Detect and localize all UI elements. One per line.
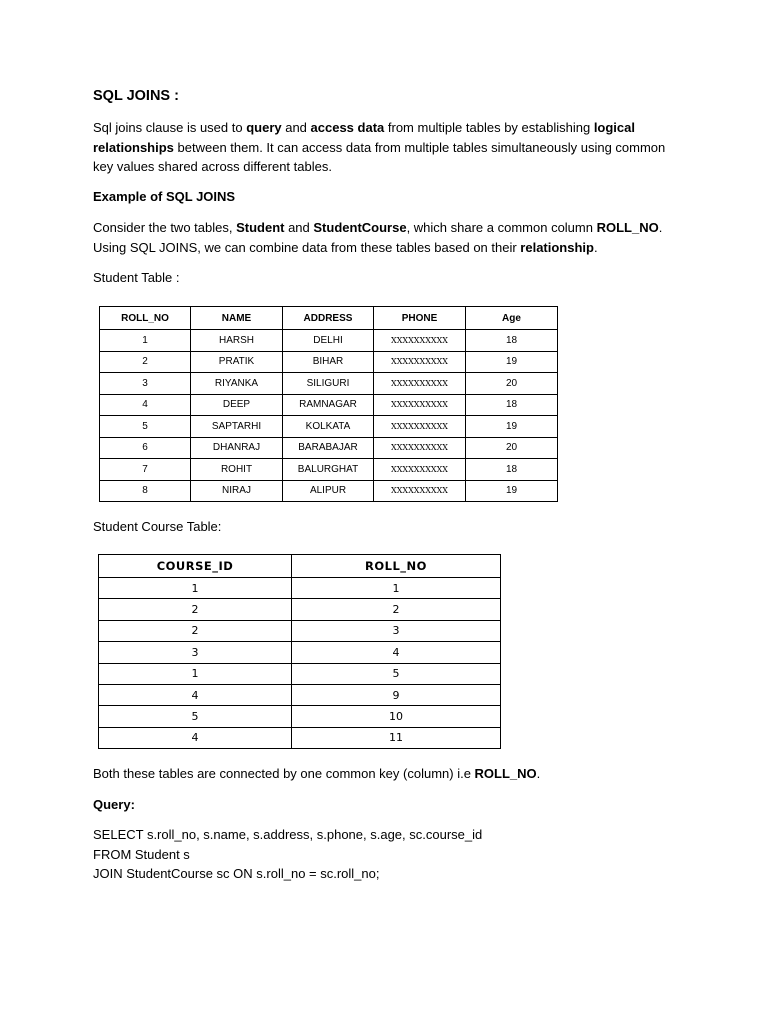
intro-text: and [281,120,311,135]
consider-text: . [593,239,598,255]
table-cell: 9 [292,684,501,705]
consider-paragraph [93,218,683,257]
course-table-header-row [99,555,501,578]
table-cell: 3 [292,620,501,641]
table-row [100,330,558,352]
consider-text: Consider the two tables, [93,220,237,235]
column-header: ROLL_NO [100,307,191,330]
table-row [100,416,558,438]
table-cell: 4 [99,727,292,748]
table-cell: 5 [99,706,292,727]
table-cell: DHANRAJ [191,437,283,459]
table-cell: 1 [292,578,501,599]
table-cell: 2 [292,599,501,620]
table-cell: 19 [466,480,558,502]
table-cell: 1 [99,578,292,599]
table-cell: 20 [466,373,558,395]
student-table [99,306,558,502]
table-cell: BALURGHAT [283,459,374,481]
query-line: FROM Student s [93,846,190,862]
table-cell: HARSH [191,330,283,352]
table-row [99,706,501,727]
intro-text: Sql joins clause is used to [93,120,247,135]
table-row [100,459,558,481]
table-row [99,620,501,641]
table-cell: 6 [100,437,191,459]
table-cell: XXXXXXXXXX [374,480,466,502]
intro-bold-access-data: access data [310,120,385,135]
table-cell: RAMNAGAR [283,394,374,416]
table-cell: XXXXXXXXXX [374,330,466,352]
table-row [100,437,558,459]
table-cell: 2 [99,599,292,620]
table-cell: PRATIK [191,351,283,373]
table-cell: 2 [100,351,191,373]
table-cell: 3 [100,373,191,395]
table-cell: 3 [99,642,292,663]
table-row [99,599,501,620]
table-cell: NIRAJ [191,480,283,502]
table-cell: 5 [292,663,501,684]
table-row [99,727,501,748]
column-header: COURSE_ID [99,555,292,578]
student-table-label: Student Table : [93,270,180,285]
table-cell: 4 [99,684,292,705]
table-cell: 20 [466,437,558,459]
table-row [100,373,558,395]
consider-text: . Using SQL JOINS, we can combine data from these tables based on their [93,220,663,255]
table-cell: DELHI [283,330,374,352]
connected-text: Both these tables are connected by one common key (column) i.e [93,766,475,781]
consider-bold-studentcourse: StudentCourse [313,220,407,235]
table-cell: KOLKATA [283,416,374,438]
table-row [99,684,501,705]
table-cell: 18 [466,394,558,416]
table-row [99,663,501,684]
consider-bold-roll-no: ROLL_NO [596,220,659,235]
table-cell: BIHAR [283,351,374,373]
query-line: SELECT s.roll_no, s.name, s.address, s.phone, s.age, sc.course_id [93,827,483,842]
table-cell: RIYANKA [191,373,283,395]
table-cell: 11 [292,727,501,748]
table-cell: 5 [100,416,191,438]
table-row [99,642,501,663]
intro-text: from multiple tables by establishing [384,120,594,135]
table-cell: 4 [100,394,191,416]
table-cell: 1 [99,663,292,684]
query-line: JOIN StudentCourse sc ON s.roll_no = sc.roll_no; [93,866,380,881]
table-cell: 19 [466,416,558,438]
column-header: PHONE [374,307,466,330]
table-cell: 18 [466,459,558,481]
course-table-label: Student Course Table: [93,519,222,534]
page-title: SQL JOINS : [93,88,179,104]
example-heading: Example of SQL JOINS [93,189,236,204]
connected-paragraph [93,764,683,784]
consider-bold-relationship: relationship [520,239,594,255]
table-cell: 1 [100,330,191,352]
intro-paragraph [93,118,683,177]
table-row [100,480,558,502]
table-cell: XXXXXXXXXX [374,416,466,438]
consider-text: and [284,220,314,235]
column-header: NAME [191,307,283,330]
table-cell: 18 [466,330,558,352]
table-cell: BARABAJAR [283,437,374,459]
student-table-header-row [100,307,558,330]
student-course-table [98,554,501,749]
table-row [100,351,558,373]
table-row [100,394,558,416]
table-cell: XXXXXXXXXX [374,351,466,373]
connected-bold-roll-no: ROLL_NO [474,766,537,781]
query-heading: Query: [93,797,135,812]
table-cell: DEEP [191,394,283,416]
consider-bold-student: Student [236,220,285,235]
table-cell: XXXXXXXXXX [374,459,466,481]
table-cell: 10 [292,706,501,727]
column-header: ROLL_NO [292,555,501,578]
table-cell: XXXXXXXXXX [374,373,466,395]
query-code [93,825,683,884]
intro-bold-query: query [246,120,282,135]
table-cell: XXXXXXXXXX [374,437,466,459]
column-header: Age [466,307,558,330]
table-cell: 8 [100,480,191,502]
table-cell: XXXXXXXXXX [374,394,466,416]
table-cell: 4 [292,642,501,663]
table-row [99,578,501,599]
consider-text: , which share a common column [406,220,597,235]
connected-text: . [536,766,541,781]
column-header: ADDRESS [283,307,374,330]
table-cell: SAPTARHI [191,416,283,438]
table-cell: 7 [100,459,191,481]
intro-text: between them. It can access data from multiple tables simultaneously using common key values shared across different tables. [93,139,666,174]
table-cell: SILIGURI [283,373,374,395]
table-cell: 19 [466,351,558,373]
intro-bold-logical-relationships: logical relationships [93,120,635,155]
table-cell: 2 [99,620,292,641]
table-cell: ALIPUR [283,480,374,502]
table-cell: ROHIT [191,459,283,481]
